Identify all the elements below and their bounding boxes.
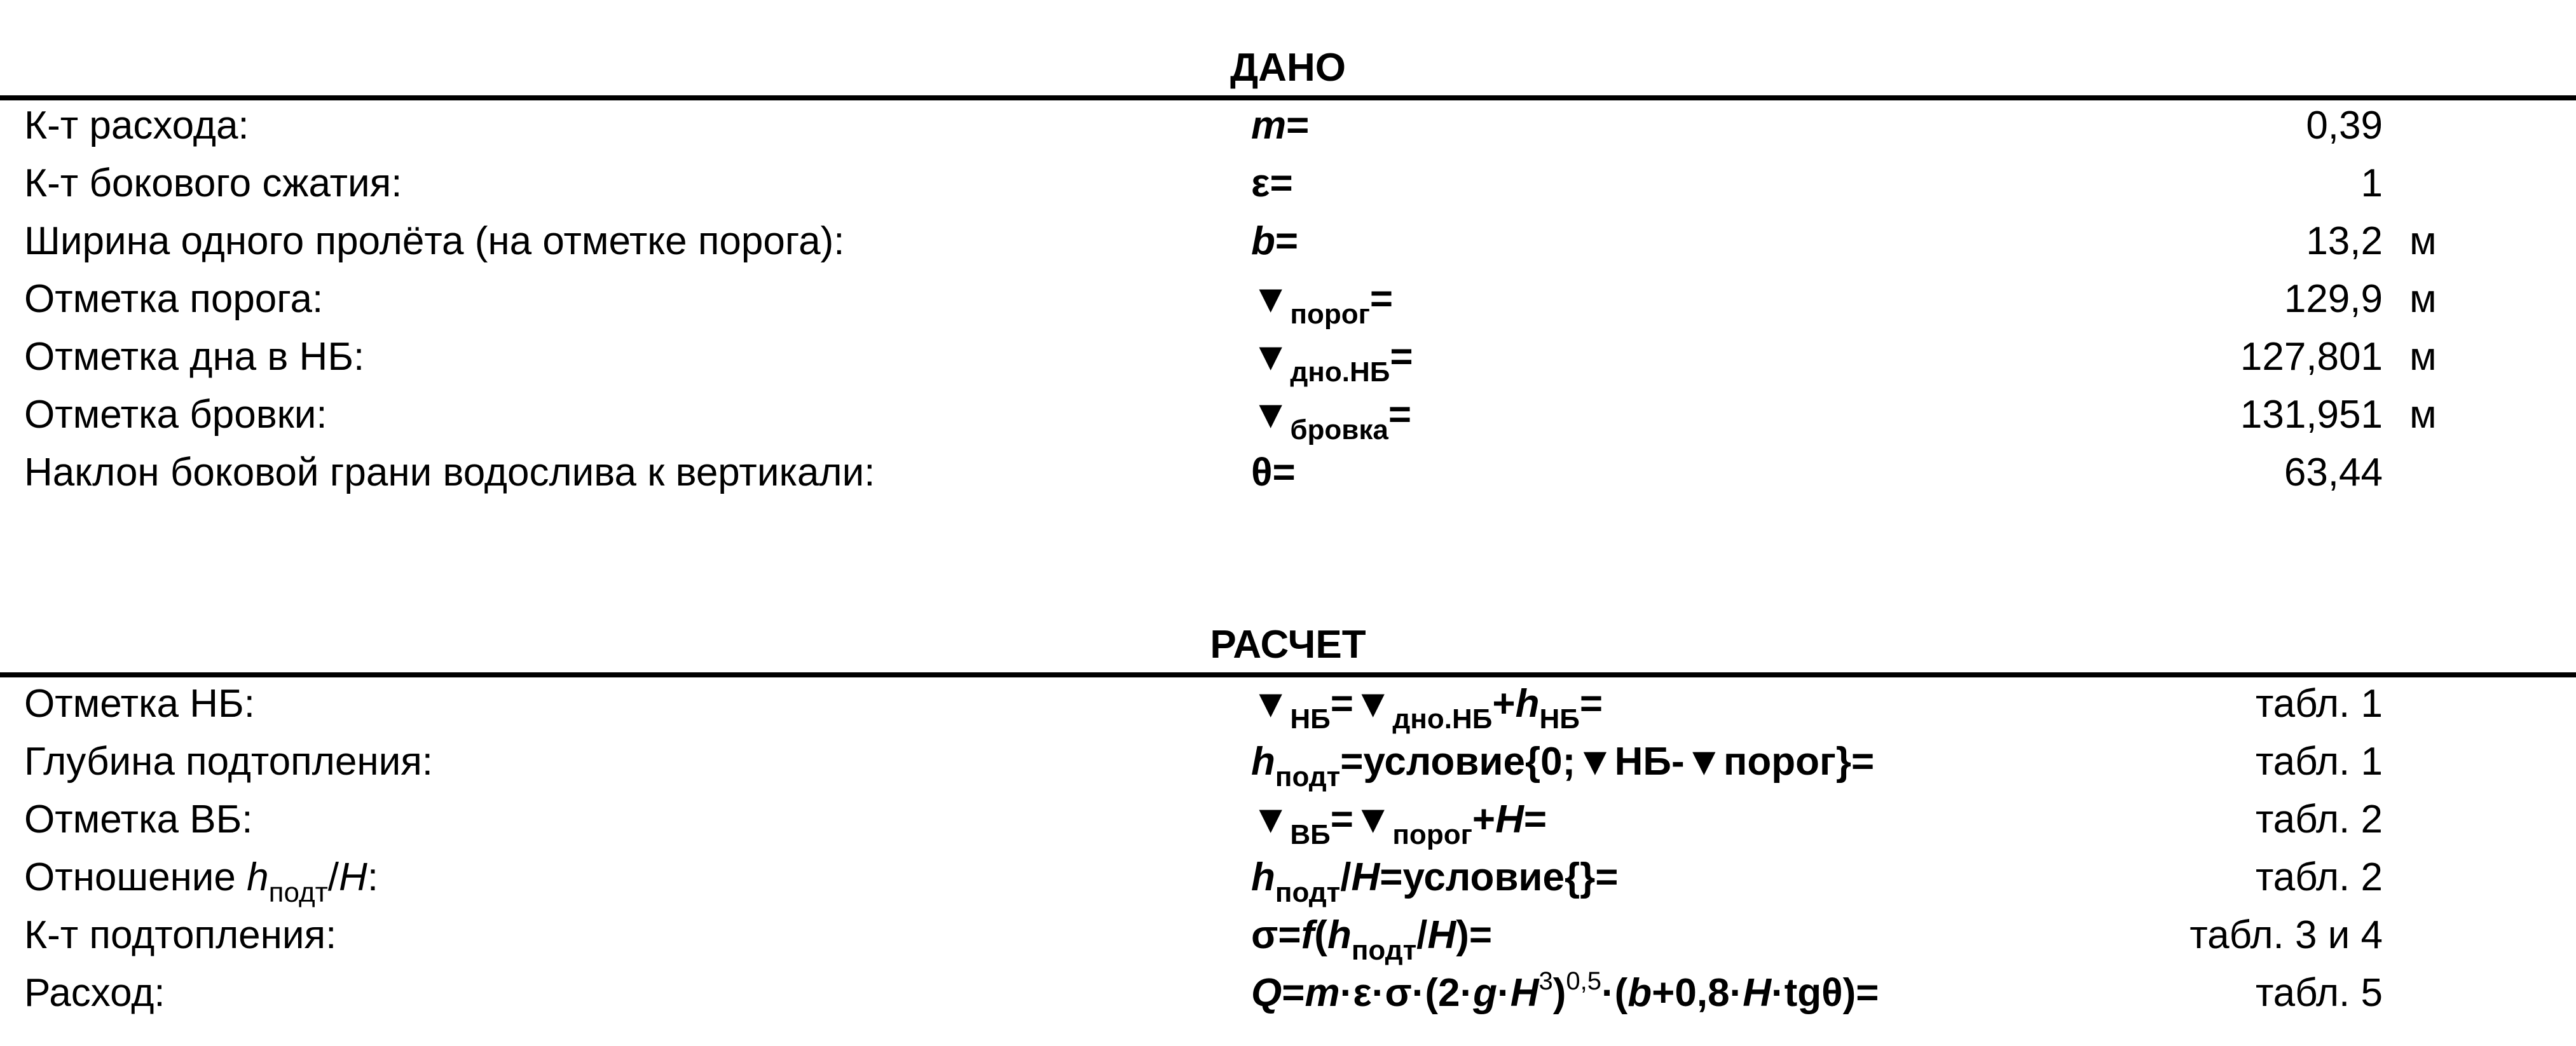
calc-label: Отметка ВБ: — [24, 798, 253, 841]
param-symbol: b= — [1251, 219, 1299, 263]
table-ref: табл. 2 — [2255, 855, 2383, 899]
param-unit: м — [2409, 335, 2437, 379]
elevation-triangle-icon: ▼ — [1251, 393, 1291, 437]
given-row — [0, 270, 2576, 328]
param-value: 129,9 — [2284, 277, 2383, 321]
calc-row — [0, 733, 2576, 791]
param-unit: м — [2409, 277, 2437, 321]
given-row — [0, 444, 2576, 501]
calc-label: Отношение $h_{подт}/H$: — [24, 855, 379, 908]
param-symbol: $▼_{бровка}=$ — [1251, 386, 1411, 447]
param-value: 131,951 — [2240, 393, 2383, 437]
given-row — [0, 386, 2576, 444]
param-label: Отметка порога: — [24, 277, 324, 321]
param-symbol: ε= — [1251, 161, 1293, 205]
param-value: 1 — [2360, 161, 2383, 205]
param-label: Отметка бровки: — [24, 393, 327, 437]
param-label: Отметка дна в НБ: — [24, 335, 365, 379]
param-value: 63,44 — [2284, 451, 2383, 494]
elevation-triangle-icon: ▼ — [1251, 335, 1291, 379]
param-label: Ширина одного пролёта (на отметке порога): — [24, 219, 845, 263]
param-label: К-т расхода: — [24, 104, 249, 147]
calc-formula: $▼_{НБ}=▼_{дно.НБ}+h_{НБ}=$ — [1251, 682, 1603, 735]
given-row — [0, 154, 2576, 212]
param-symbol: $▼_{порог}=$ — [1251, 270, 1393, 332]
calc-label: Глубина подтопления: — [24, 740, 434, 784]
param-symbol: $▼_{дно.НБ}=$ — [1251, 328, 1413, 390]
calc-formula: $▼_{ВБ}=▼_{порог}+H=$ — [1251, 798, 1547, 850]
param-unit: м — [2409, 219, 2437, 263]
calc-formula: $h_{подт}/H=условие\{\}=$ — [1251, 855, 1619, 908]
table-ref: табл. 1 — [2255, 682, 2383, 726]
calc-formula: $h_{подт}=условие\{0;▼НБ-▼порог\}=$ — [1251, 740, 1875, 792]
calc-row — [0, 675, 2576, 733]
param-value: 127,801 — [2240, 335, 2383, 379]
param-symbol: θ= — [1251, 451, 1296, 494]
calc-label: К-т подтопления: — [24, 913, 337, 957]
elevation-triangle-icon: ▼ — [1251, 277, 1291, 321]
calc-label: Отметка НБ: — [24, 682, 255, 726]
param-symbol: m= — [1251, 104, 1310, 147]
table-ref: табл. 3 и 4 — [2189, 913, 2383, 957]
table-ref: табл. 5 — [2255, 971, 2383, 1015]
calc-row — [0, 906, 2576, 964]
param-unit: м — [2409, 393, 2437, 437]
given-row — [0, 212, 2576, 270]
calc-title: РАСЧЕТ — [1210, 623, 1366, 667]
table-ref: табл. 2 — [2255, 798, 2383, 841]
calc-row — [0, 848, 2576, 906]
param-label: Наклон боковой грани водослива к вертикали: — [24, 451, 875, 494]
given-row — [0, 328, 2576, 386]
calc-formula: $Q=m\cdot\varepsilon\cdot\sigma\cdot(2\cdot g\cdot H^3)^{0,5}\cdot(b+0,8\cdot H\cdot tg\theta)=$ — [1251, 967, 1879, 1015]
calc-label: Расход: — [24, 971, 165, 1015]
calc-formula: $\sigma=f(h_{подт}/H)=$ — [1251, 913, 1493, 966]
param-label: К-т бокового сжатия: — [24, 161, 402, 205]
param-value: 13,2 — [2306, 219, 2383, 263]
param-value: 0,39 — [2306, 104, 2383, 147]
calc-row — [0, 964, 2576, 1022]
given-row — [0, 97, 2576, 154]
table-ref: табл. 1 — [2255, 740, 2383, 784]
given-title: ДАНО — [1230, 46, 1346, 90]
calc-row — [0, 791, 2576, 848]
